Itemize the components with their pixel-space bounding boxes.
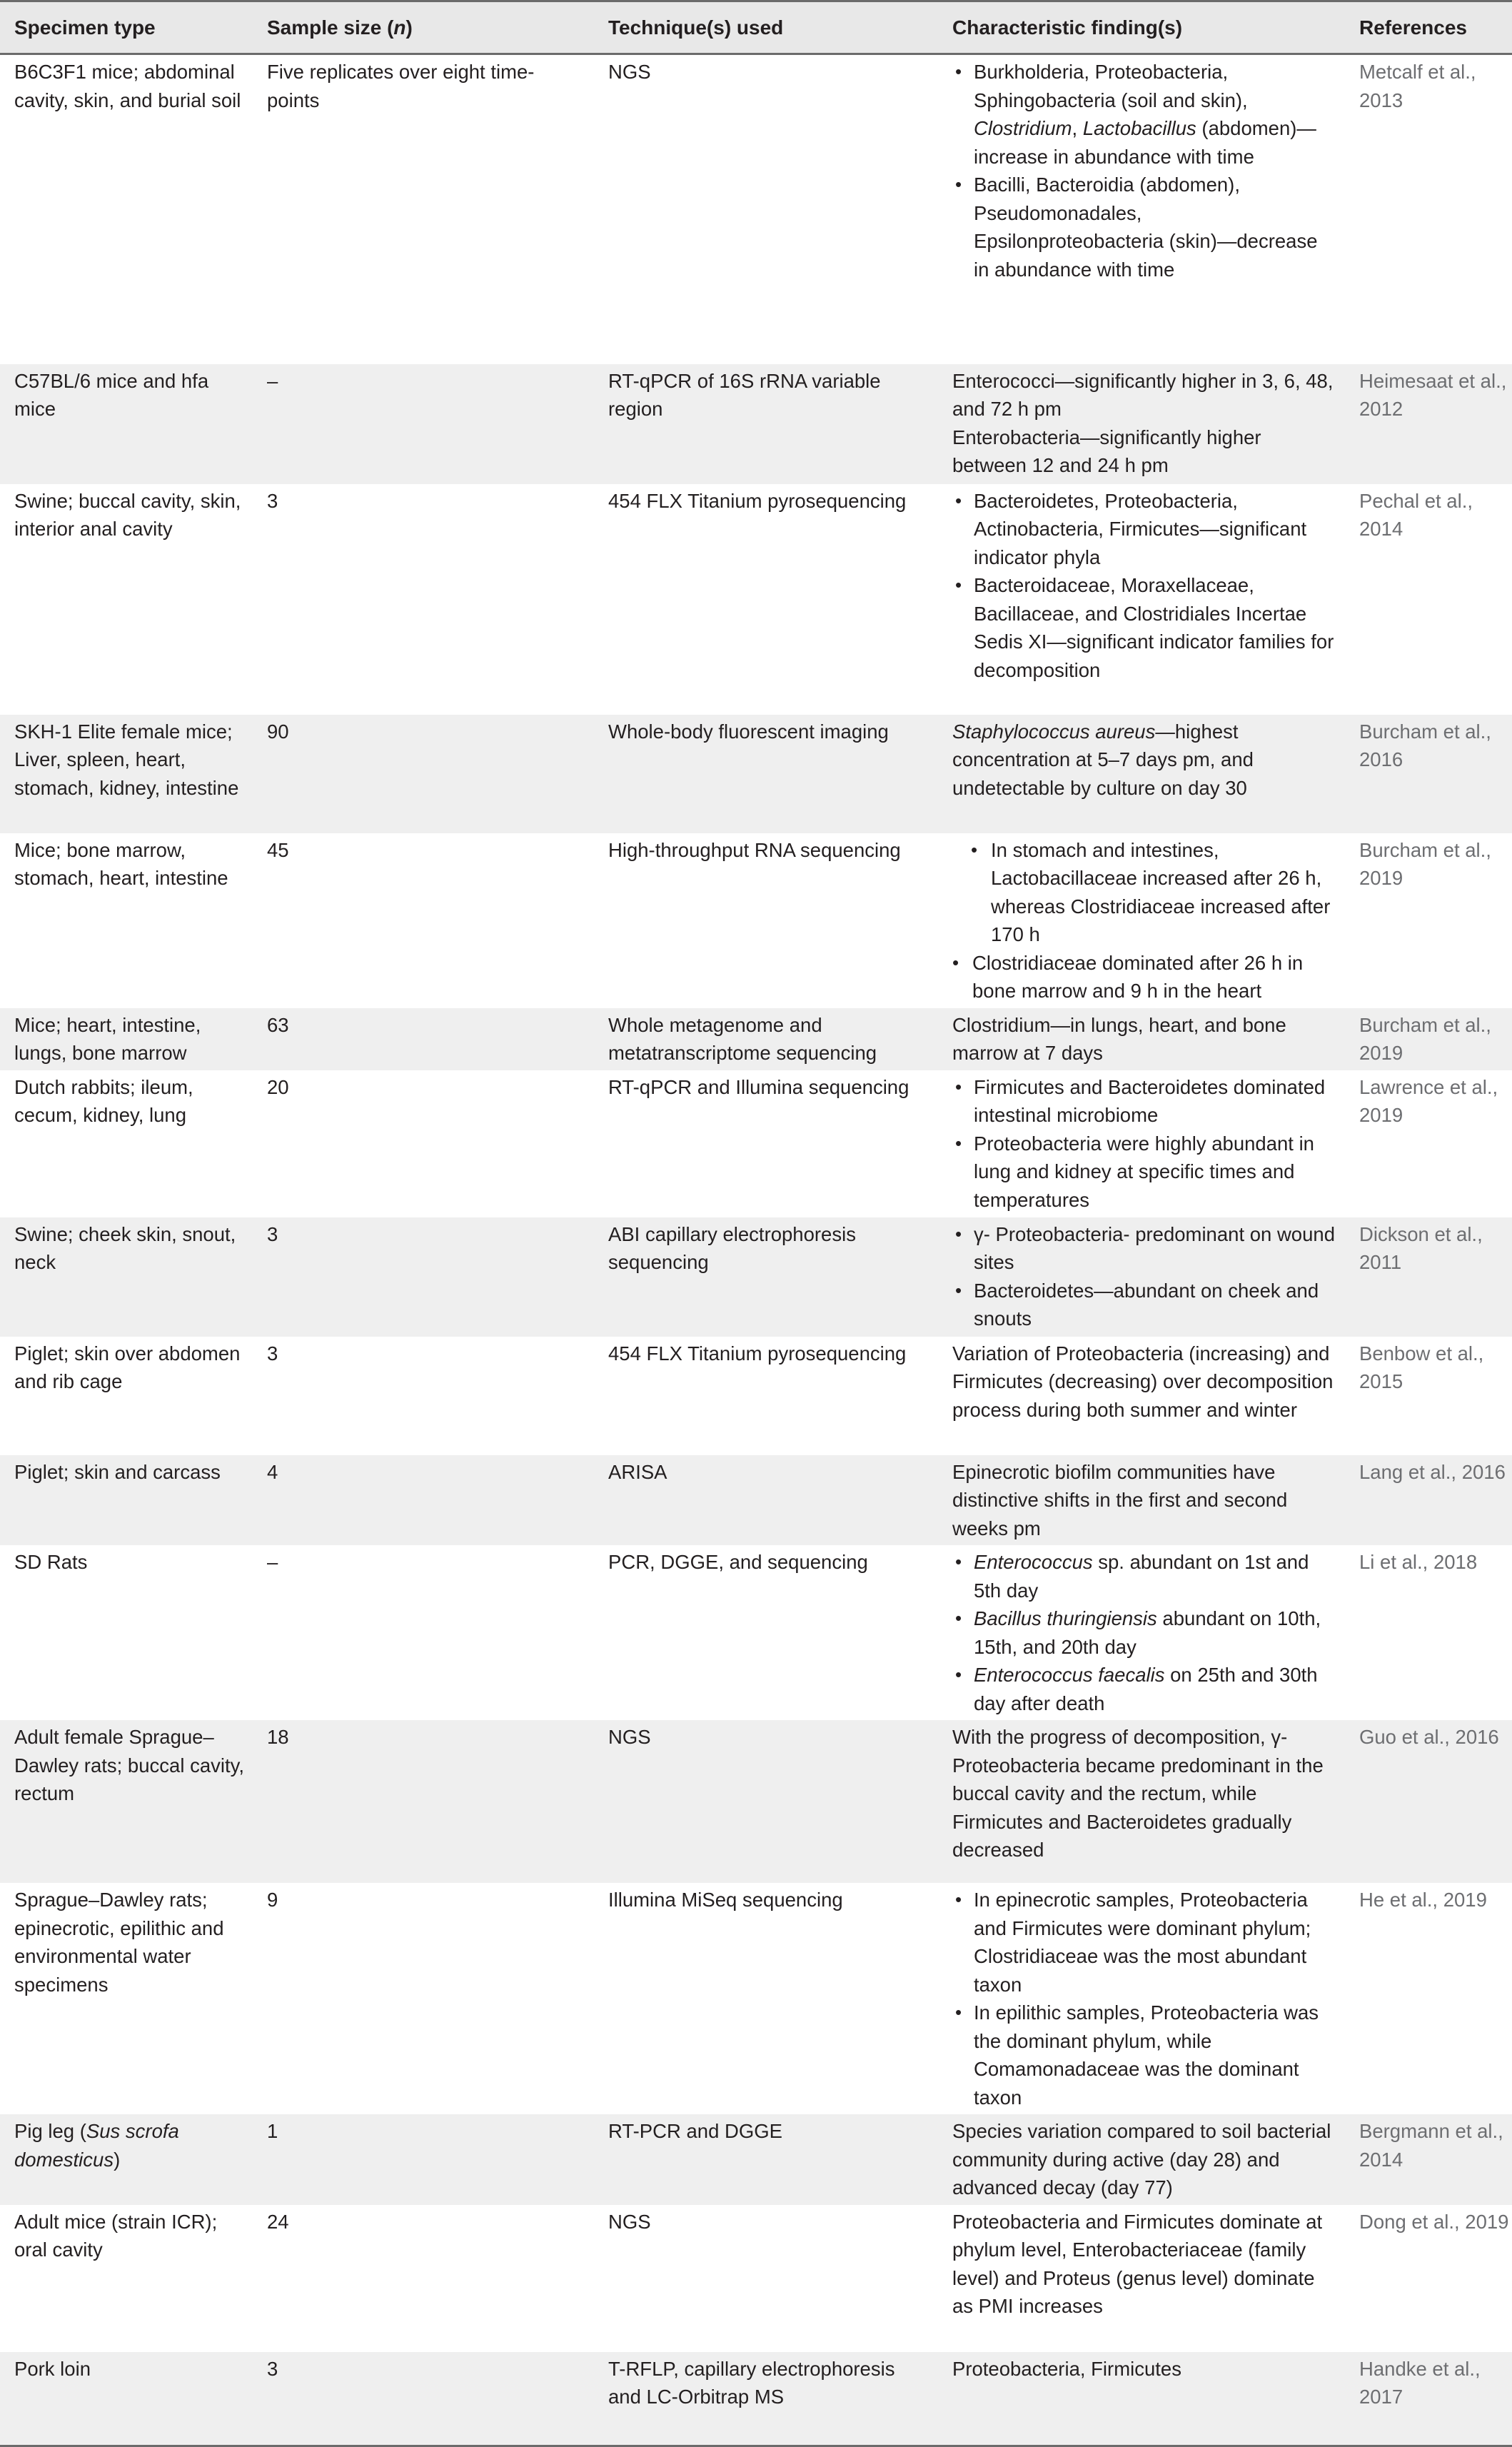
header-sample-size [253, 1, 594, 54]
cell-technique: NGS [608, 2210, 651, 2233]
table-body [0, 54, 1512, 2446]
finding-text: on 25th and 30th day after death [974, 1664, 1318, 1714]
table-row [0, 1217, 1512, 1337]
cell-findings: Variation of Proteobacteria (increasing) and Firmicutes (decreasing) over decomposition process during both summer and winter [952, 1342, 1334, 1421]
table-row [0, 364, 1512, 484]
table-row [0, 1720, 1512, 1883]
cell-reference: Pechal et al., 2014 [1359, 489, 1473, 540]
cell-technique: ARISA [608, 1460, 667, 1483]
cell-reference: Dong et al., 2019 [1359, 2210, 1509, 2233]
findings-list [952, 1886, 1336, 2111]
cell-specimen: Swine; buccal cavity, skin, interior anal cavity [14, 489, 241, 540]
finding-item: • Bacteroidetes—abundant on cheek and snouts [974, 1277, 1336, 1333]
header-findings: Characteristic finding(s) [938, 1, 1345, 54]
findings-list [952, 836, 1336, 1005]
finding-text: abundant on 10th, 15th, and 20th day [974, 1607, 1321, 1658]
cell-specimen: Adult mice (strain ICR); oral cavity [14, 2210, 218, 2261]
cell-findings: Clostridium—in lungs, heart, and bone marrow at 7 days [952, 1013, 1286, 1064]
table-row [0, 1883, 1512, 2114]
cell-findings [938, 364, 1345, 484]
finding-text: , [1072, 117, 1083, 139]
finding-item: • Bacilli, Bacteroidia (abdomen), Pseudomonadales, Epsilonproteobacteria (skin)—decrease in abundance with time [974, 171, 1336, 283]
cell-reference: Burcham et al., 2019 [1359, 838, 1491, 889]
finding-item [974, 1604, 1336, 1661]
cell-specimen: Adult female Sprague–Dawley rats; buccal cavity, rectum [14, 1726, 244, 1804]
finding-item: • Firmicutes and Bacteroidetes dominated intestinal microbiome [974, 1073, 1336, 1130]
cell-reference: Li et al., 2018 [1359, 1551, 1478, 1573]
table-row [0, 2205, 1512, 2352]
cell-sample-size: Five replicates over eight time-points [267, 61, 535, 111]
header-row [0, 1, 1512, 54]
table-row [0, 1455, 1512, 1546]
cell-sample-size: 3 [253, 2352, 594, 2446]
cell-findings [938, 833, 1345, 1008]
finding-text: (abdomen)—increase in abundance with time [974, 117, 1316, 168]
cell-specimen: C57BL/6 mice and hfa mice [14, 369, 209, 420]
cell-findings [938, 1883, 1345, 2114]
finding-taxon: Bacillus thuringiensis [974, 1607, 1157, 1629]
table-row [0, 1337, 1512, 1455]
cell-reference: He et al., 2019 [1359, 1889, 1487, 1911]
findings-list [952, 58, 1336, 283]
finding-item [974, 58, 1336, 171]
specimen-text: ) [114, 2148, 121, 2171]
cell-findings [938, 484, 1345, 715]
cell-technique: 454 FLX Titanium pyrosequencing [608, 489, 907, 512]
findings-list [952, 1220, 1336, 1333]
cell-findings [938, 1217, 1345, 1337]
finding-taxon: Enterococcus [974, 1551, 1093, 1573]
cell-findings: Epinecrotic biofilm communities have distinctive shifts in the first and second weeks pm [952, 1460, 1288, 1539]
cell-findings [938, 1070, 1345, 1217]
findings-list [952, 1073, 1336, 1215]
cell-reference: Bergmann et al., 2014 [1359, 2120, 1503, 2171]
finding-item [974, 1661, 1336, 1717]
table-row [0, 54, 1512, 364]
finding-item: • In stomach and intestines, Lactobacillaceae increased after 26 h, whereas Clostridiaceae increased after 170 h [974, 836, 1336, 949]
cell-technique: RT-PCR and DGGE [608, 2120, 783, 2142]
finding-item: • Proteobacteria were highly abundant in lung and kidney at specific times and temperatures [974, 1130, 1336, 1215]
finding-line: Enterococci—significantly higher in 3, 6, 48, and 72 h pm [952, 369, 1334, 420]
cell-reference: Dickson et al., 2011 [1359, 1222, 1483, 1273]
cell-technique: Illumina MiSeq sequencing [608, 1889, 843, 1911]
cell-sample-size: 20 [267, 1075, 289, 1098]
finding-text: sp. abundant on 1st and 5th day [974, 1551, 1309, 1602]
cell-findings [938, 715, 1345, 833]
finding-item [974, 1548, 1336, 1604]
cell-technique: Whole-body fluorescent imaging [608, 720, 889, 743]
cell-specimen: Piglet; skin over abdomen and rib cage [14, 1342, 241, 1392]
cell-technique: T-RFLP, capillary electrophoresis and LC-Orbitrap MS [594, 2352, 938, 2446]
cell-technique: ABI capillary electrophoresis sequencing [608, 1222, 856, 1273]
specimen-text: Pig leg ( [14, 2120, 86, 2142]
cell-findings: Species variation compared to soil bacterial community during active (day 28) and advanced decay (day 77) [952, 2120, 1331, 2199]
cell-sample-size: 3 [267, 1222, 278, 1245]
cell-sample-size: 24 [267, 2210, 289, 2233]
cell-sample-size: 9 [267, 1889, 278, 1911]
cell-sample-size: 3 [267, 1342, 278, 1365]
finding-text: Burkholderia, Proteobacteria, Sphingobacteria (soil and skin), [974, 61, 1248, 111]
table-row [0, 1070, 1512, 1217]
cell-sample-size: 18 [267, 1726, 289, 1748]
header-techniques: Technique(s) used [594, 1, 938, 54]
header-specimen-type: Specimen type [0, 1, 253, 54]
cell-technique: 454 FLX Titanium pyrosequencing [608, 1342, 907, 1365]
finding-item: • In epinecrotic samples, Proteobacteria and Firmicutes were dominant phylum; Clostridiaceae was the most abundant taxon [974, 1886, 1336, 1999]
cell-technique: PCR, DGGE, and sequencing [608, 1551, 868, 1573]
cell-reference: Burcham et al., 2019 [1359, 1013, 1491, 1064]
cell-specimen: Mice; heart, intestine, lungs, bone marrow [14, 1013, 201, 1064]
cell-sample-size: 1 [267, 2120, 278, 2142]
finding-item: • Bacteroidetes, Proteobacteria, Actinobacteria, Firmicutes—significant indicator phyla [974, 487, 1336, 572]
cell-specimen: Mice; bone marrow, stomach, heart, intestine [14, 838, 228, 889]
cell-reference: Lang et al., 2016 [1359, 1460, 1506, 1483]
cell-specimen: SD Rats [14, 1551, 88, 1573]
cell-specimen: SKH-1 Elite female mice; Liver, spleen, heart, stomach, kidney, intestine [14, 720, 239, 799]
cell-specimen: B6C3F1 mice; abdominal cavity, skin, and burial soil [14, 61, 241, 111]
finding-line: Enterobacteria—significantly higher between 12 and 24 h pm [952, 426, 1261, 476]
specimen-taxon: Sus scrofa domesticus [14, 2120, 179, 2171]
header-sample-size-n: n [393, 16, 406, 39]
cell-sample-size: 90 [267, 720, 289, 743]
cell-reference: Burcham et al., 2016 [1359, 720, 1491, 770]
cell-technique: NGS [608, 1726, 651, 1748]
cell-technique: Whole metagenome and metatranscriptome sequencing [608, 1013, 877, 1064]
cell-sample-size: 63 [267, 1013, 289, 1036]
cell-specimen: Sprague–Dawley rats; epinecrotic, epilithic and environmental water specimens [14, 1889, 224, 1996]
finding-taxon: Enterococcus faecalis [974, 1664, 1165, 1686]
cell-reference: Handke et al., 2017 [1345, 2352, 1512, 2446]
finding-item: • γ- Proteobacteria- predominant on wound sites [974, 1220, 1336, 1277]
header-sample-size-suffix: ) [405, 16, 413, 39]
findings-list [952, 1548, 1336, 1717]
finding-text: —highest concentration at 5–7 days pm, and undetectable by culture on day 30 [952, 720, 1254, 799]
cell-sample-size: – [267, 1551, 278, 1573]
cell-reference: Metcalf et al., 2013 [1359, 61, 1476, 111]
cell-reference: Benbow et al., 2015 [1359, 1342, 1484, 1392]
finding-item: • Clostridiaceae dominated after 26 h in bone marrow and 9 h in the heart [955, 949, 1336, 1005]
cell-findings: Proteobacteria, Firmicutes [938, 2352, 1345, 2446]
table-row [0, 484, 1512, 715]
table-header [0, 1, 1512, 54]
cell-specimen [0, 2114, 253, 2205]
cell-technique: RT-qPCR and Illumina sequencing [608, 1075, 909, 1098]
cell-technique: RT-qPCR of 16S rRNA variable region [608, 369, 881, 420]
findings-list [952, 487, 1336, 685]
cell-sample-size: – [267, 369, 278, 392]
table-row [0, 833, 1512, 1008]
cell-reference: Guo et al., 2016 [1359, 1726, 1499, 1748]
cell-specimen: Pork loin [0, 2352, 253, 2446]
cell-sample-size: 4 [267, 1460, 278, 1483]
cell-findings [938, 1545, 1345, 1720]
finding-item: • Bacteroidaceae, Moraxellaceae, Bacillaceae, and Clostridiales Incertae Sedis XI—significant indicator families for decomposition [974, 571, 1336, 684]
cell-sample-size: 3 [267, 489, 278, 512]
cell-findings: Proteobacteria and Firmicutes dominate at phylum level, Enterobacteriaceae (family level) and Proteus (genus level) dominate as PMI increases [952, 2210, 1323, 2317]
finding-taxon: Lactobacillus [1082, 117, 1196, 139]
cell-findings [938, 54, 1345, 364]
cell-specimen: Swine; cheek skin, snout, neck [14, 1222, 236, 1273]
finding-taxon: Clostridium [974, 117, 1072, 139]
table-row [0, 2114, 1512, 2205]
table-row [0, 1545, 1512, 1720]
header-references: References [1345, 1, 1512, 54]
cell-specimen: Dutch rabbits; ileum, cecum, kidney, lung [14, 1075, 193, 1126]
table-row [0, 715, 1512, 833]
cell-specimen: Piglet; skin and carcass [14, 1460, 221, 1483]
cell-reference: Heimesaat et al., 2012 [1359, 369, 1507, 420]
finding-item: • In epilithic samples, Proteobacteria was the dominant phylum, while Comamonadaceae was the dominant taxon [974, 1999, 1336, 2111]
cell-technique: High-throughput RNA sequencing [608, 838, 901, 861]
cell-sample-size: 45 [267, 838, 289, 861]
finding-taxon: Staphylococcus aureus [952, 720, 1156, 743]
cell-technique: NGS [608, 61, 651, 83]
cell-reference: Lawrence et al., 2019 [1359, 1075, 1498, 1126]
table-row [0, 1008, 1512, 1070]
header-sample-size-prefix: Sample size ( [267, 16, 394, 39]
cell-findings: With the progress of decomposition, γ-Proteobacteria became predominant in the buccal cavity and the rectum, while Firmicutes and Bacteroidetes gradually decreased [952, 1726, 1324, 1861]
